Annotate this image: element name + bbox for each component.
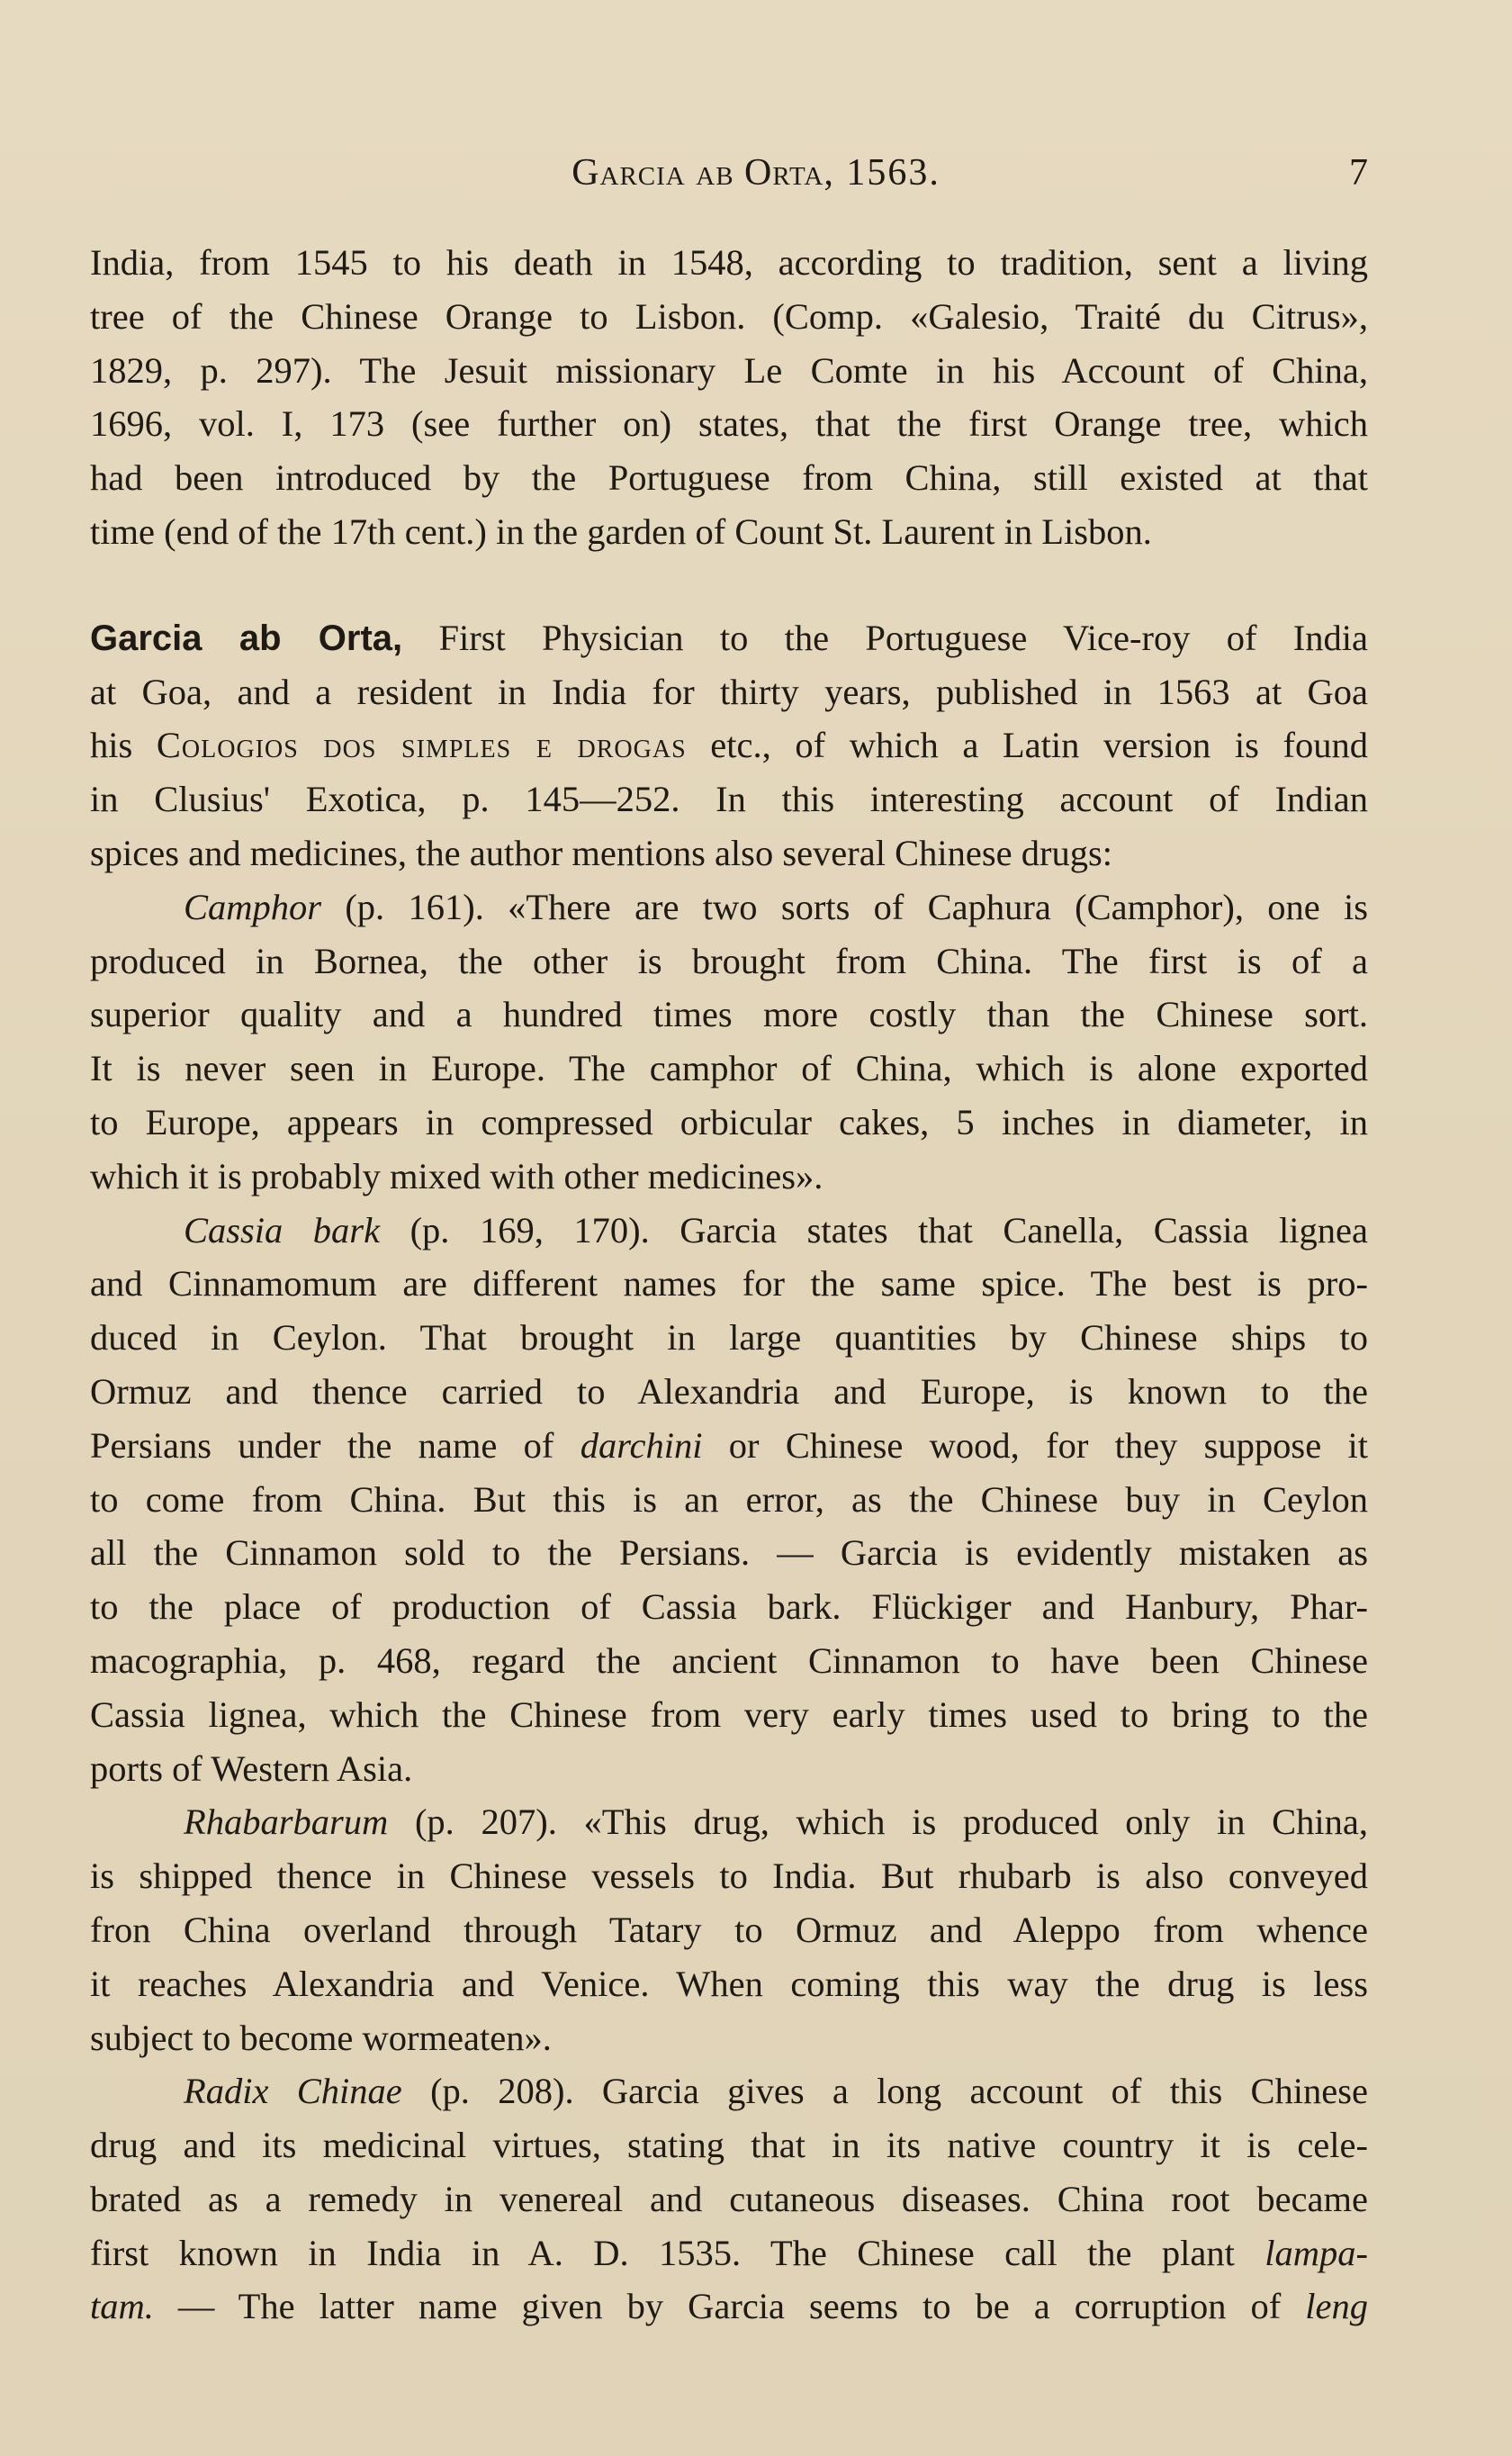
drug-term: Radix Chinae (184, 2071, 402, 2112)
drug-term: Cassia bark (184, 1209, 381, 1251)
text-line: Radix Chinae (p. 208). Garcia gives a long account of this Chinese (184, 2071, 1368, 2112)
paragraph-garcia (90, 611, 1368, 880)
text-line: his Cologios dos simples e drogas etc., of which a Latin version is found (90, 725, 1368, 766)
text-line: tree of the Chinese Orange to Lisbon. (Comp. «Galesio, Traité du Citrus», (90, 295, 1368, 337)
text-line: superior quality and a hundred times more costly than the Chinese sort. (90, 994, 1368, 1035)
section-heading: Garcia ab Orta, (90, 618, 403, 658)
text-line: produced in Bornea, the other is brought from China. The first is of a (90, 940, 1368, 981)
text-line: 1829, p. 297). The Jesuit missionary Le Comte in his Account of China, (90, 349, 1368, 391)
text-line: It is never seen in Europe. The camphor of China, which is alone exported (90, 1048, 1368, 1089)
text-line: to come from China. But this is an error, as the Chinese buy in Ceylon (90, 1478, 1368, 1520)
text-line: 1696, vol. I, 173 (see further on) states, that the first Orange tree, which (90, 403, 1368, 445)
text-line: in Clusius' Exotica, p. 145—252. In this interesting account of Indian (90, 779, 1368, 820)
text-line: to the place of production of Cassia bark. Flückiger and Hanbury, Phar- (90, 1586, 1368, 1628)
book-title: Cologios dos simples e drogas (156, 725, 687, 766)
text-line: Cassia lignea, which the Chinese from very early times used to bring to the (90, 1693, 1368, 1735)
text-line: macographia, p. 468, regard the ancient Cinnamon to have been Chinese (90, 1639, 1368, 1681)
italic-word: lampa- (1264, 2232, 1368, 2273)
running-head-title: Garcia ab Orta (572, 152, 824, 194)
text-line: brated as a remedy in venereal and cutaneous diseases. China root became (90, 2178, 1368, 2219)
text-line: it reaches Alexandria and Venice. When coming this way the drug is less (90, 1963, 1368, 2004)
body-text (90, 236, 1368, 2334)
text-line: Garcia ab Orta, First Physician to the Portuguese Vice-roy of India (90, 617, 1368, 658)
paragraph-rhabarbarum (90, 1795, 1368, 2064)
text-line: tam. — The latter name given by Garcia seems to be a corruption of leng (90, 2286, 1368, 2327)
text-line: drug and its medicinal virtues, stating that in its native country it is cele- (90, 2125, 1368, 2166)
text-line: all the Cinnamon sold to the Persians. — Garcia is evidently mistaken as (90, 1532, 1368, 1574)
text-line: and Cinnamomum are different names for the same spice. The best is pro- (90, 1263, 1368, 1305)
text-line: fron China overland through Tatary to Ormuz and Aleppo from whence (90, 1909, 1368, 1950)
text-line: duced in Ceylon. That brought in large quantities by Chinese ships to (90, 1317, 1368, 1359)
text-line: Persians under the name of darchini or Chinese wood, for they suppose it (90, 1424, 1368, 1466)
text-line: spices and medicines, the author mentions also several Chinese drugs: (90, 832, 1112, 873)
text-line: which it is probably mixed with other medicines». (90, 1155, 824, 1196)
text-line: ports of Western Asia. (90, 1747, 413, 1789)
paragraph-gap (90, 559, 1368, 611)
page-number: 7 (1349, 152, 1368, 194)
italic-word: darchini (580, 1424, 703, 1466)
paragraph-orange (90, 236, 1368, 559)
text-line: at Goa, and a resident in India for thirty years, published in 1563 at Goa (90, 671, 1368, 712)
text-line: Rhabarbarum (p. 207). «This drug, which is produced only in China, (184, 1801, 1368, 1843)
drug-term: Camphor (184, 886, 322, 927)
italic-word: leng (1305, 2286, 1368, 2327)
text-line: first known in India in A. D. 1535. The Chinese call the plant lampa- (90, 2232, 1368, 2273)
italic-word: tam. (90, 2286, 154, 2327)
text-line: Cassia bark (p. 169, 170). Garcia states that Canella, Cassia lignea (184, 1209, 1368, 1251)
text-line: time (end of the 17th cent.) in the garden of Count St. Laurent in Lisbon. (90, 510, 1152, 552)
drug-term: Rhabarbarum (184, 1801, 389, 1843)
text-line: India, from 1545 to his death in 1548, according to tradition, sent a living (90, 242, 1368, 283)
page-header (90, 151, 1368, 202)
text-line: is shipped thence in Chinese vessels to India. But rhubarb is also conveyed (90, 1856, 1368, 1897)
running-head (90, 151, 1368, 194)
paragraph-cassia (90, 1204, 1368, 1796)
text-line: Ormuz and thence carried to Alexandria and Europe, is known to the (90, 1370, 1368, 1412)
paragraph-camphor (90, 880, 1368, 1204)
text-line: subject to become wormeaten». (90, 2017, 552, 2058)
text-line: had been introduced by the Portuguese from China, still existed at that (90, 457, 1368, 499)
paragraph-radix-chinae (90, 2064, 1368, 2334)
text-line: Camphor (p. 161). «There are two sorts of Caphura (Camphor), one is (184, 886, 1368, 927)
text-line: to Europe, appears in compressed orbicular cakes, 5 inches in diameter, in (90, 1101, 1368, 1142)
running-head-year: , 1563. (824, 152, 940, 194)
